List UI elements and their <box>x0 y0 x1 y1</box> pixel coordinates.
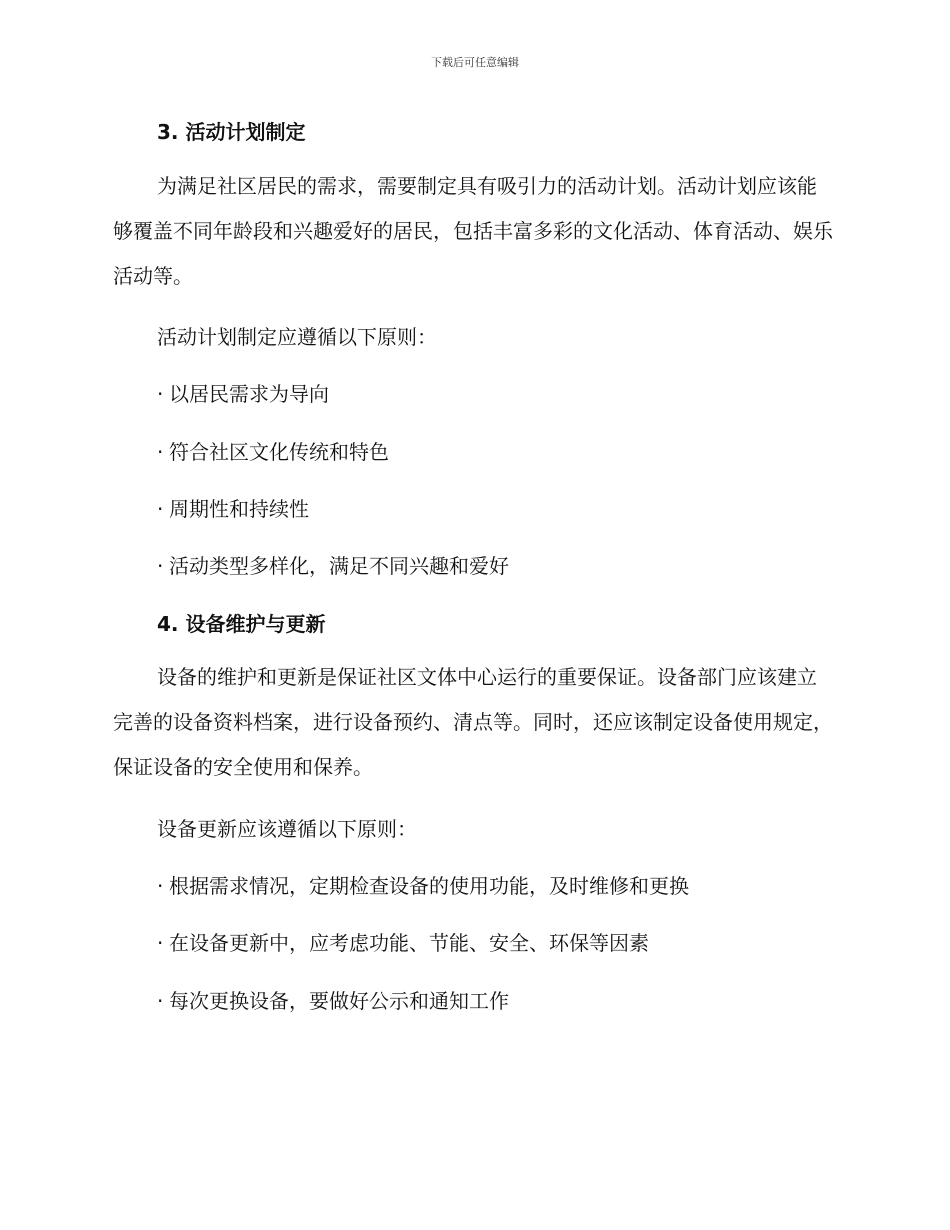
bullet-item <box>157 550 509 579</box>
section-heading: 3. 活动计划制定 <box>157 120 306 144</box>
bullet-item <box>157 378 329 407</box>
bullet-item <box>157 870 689 899</box>
bullet-item <box>157 436 389 465</box>
section-paragraph: 设备的维护和更新是保证社区文体中心运行的重要保证。设备部门应该建立完善的设备资料档案，进行设备预约、清点等。同时，还应该制定设备使用规定，保证设备的安全使用和保养。 <box>113 665 833 779</box>
principles-intro: 设备更新应该遵循以下原则： <box>157 817 417 841</box>
bullet-marker: · <box>157 931 164 955</box>
bullet-item <box>157 493 309 522</box>
bullet-text: 在设备更新中，应考虑功能、节能、安全、环保等因素 <box>169 931 649 955</box>
bullet-text: 每次更换设备，要做好公示和通知工作 <box>169 989 509 1013</box>
bullet-item <box>157 985 509 1014</box>
bullet-text: 根据需求情况，定期检查设备的使用功能，及时维修和更换 <box>169 874 689 898</box>
bullet-text: 以居民需求为导向 <box>169 382 329 406</box>
bullet-text: 活动类型多样化，满足不同兴趣和爱好 <box>169 554 509 578</box>
bullet-marker: · <box>157 382 164 406</box>
principles-intro: 活动计划制定应遵循以下原则： <box>157 325 437 349</box>
bullet-marker: · <box>157 497 164 521</box>
bullet-marker: · <box>157 989 164 1013</box>
bullet-text: 周期性和持续性 <box>169 497 309 521</box>
bullet-marker: · <box>157 440 164 464</box>
bullet-text: 符合社区文化传统和特色 <box>169 440 389 464</box>
bullet-marker: · <box>157 874 164 898</box>
bullet-item <box>157 927 649 956</box>
section-heading: 4. 设备维护与更新 <box>157 612 326 636</box>
page-header-note: 下载后可任意编辑 <box>431 56 519 69</box>
section-paragraph: 为满足社区居民的需求，需要制定具有吸引力的活动计划。活动计划应该能够覆盖不同年龄段和兴趣爱好的居民，包括丰富多彩的文化活动、体育活动、娱乐活动等。 <box>113 174 833 288</box>
bullet-marker: · <box>157 554 164 578</box>
